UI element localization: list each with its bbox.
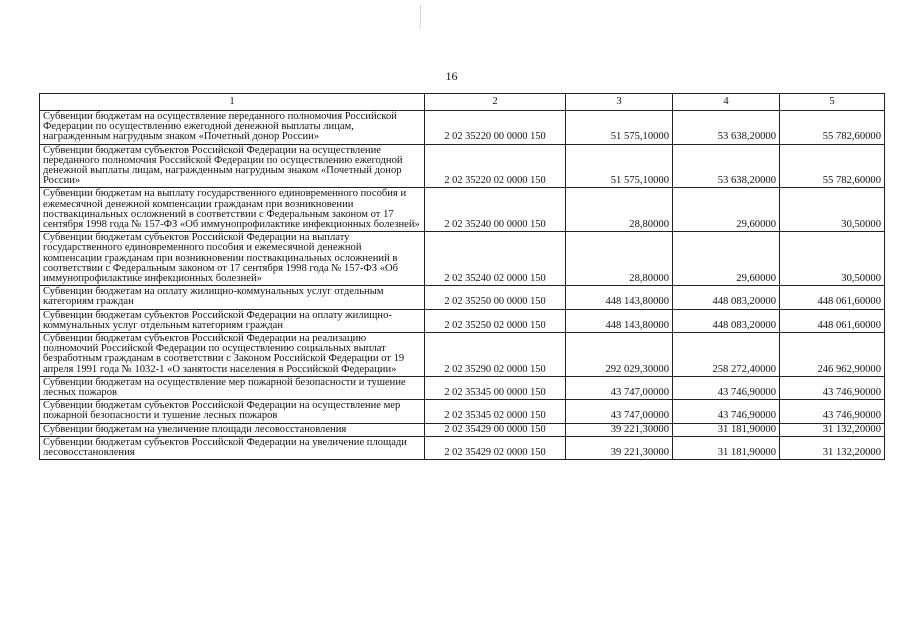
row-value-col4: 43 746,90000	[673, 376, 780, 399]
row-value-col5: 30,50000	[780, 232, 885, 286]
row-value-col3: 448 143,80000	[566, 286, 673, 309]
row-value-col4: 43 746,90000	[673, 400, 780, 423]
row-value-col5: 246 962,90000	[780, 333, 885, 377]
row-budget-code: 2 02 35429 02 0000 150	[425, 436, 566, 459]
row-value-col5: 55 782,60000	[780, 111, 885, 145]
row-description: Субвенции бюджетам на выплату государственного единовременного пособия и ежемесячной денежной компенсации гражданам при возникновении поствакцинальных осложнений в соответствии с Федеральным законом от 17 сентября 1998 года № 157-ФЗ «Об иммунопрофилактике инфекционных болезней»	[40, 188, 425, 232]
row-value-col5: 43 746,90000	[780, 376, 885, 399]
header-cell-2: 2	[425, 94, 566, 111]
row-value-col5: 31 132,20000	[780, 436, 885, 459]
table-row	[40, 423, 885, 436]
row-description: Субвенции бюджетам субъектов Российской Федерации на осуществление переданного полномочия Российской Федерации по осуществлению ежегодной денежной выплаты лицам, награжденным нагрудным знаком «Почетный донор России»	[40, 144, 425, 188]
row-value-col4: 448 083,20000	[673, 309, 780, 332]
row-budget-code: 2 02 35250 02 0000 150	[425, 309, 566, 332]
table-row	[40, 333, 885, 377]
row-value-col4: 53 638,20000	[673, 144, 780, 188]
row-value-col5: 448 061,60000	[780, 309, 885, 332]
row-description: Субвенции бюджетам субъектов Российской Федерации на оплату жилищно-коммунальных услуг отдельным категориям граждан	[40, 309, 425, 332]
row-budget-code: 2 02 35429 00 0000 150	[425, 423, 566, 436]
row-value-col3: 39 221,30000	[566, 436, 673, 459]
table-row	[40, 232, 885, 286]
row-value-col3: 448 143,80000	[566, 309, 673, 332]
row-value-col5: 31 132,20000	[780, 423, 885, 436]
row-budget-code: 2 02 35345 02 0000 150	[425, 400, 566, 423]
page-number: 16	[445, 69, 458, 83]
table-row	[40, 436, 885, 459]
row-value-col3: 43 747,00000	[566, 376, 673, 399]
row-value-col3: 39 221,30000	[566, 423, 673, 436]
row-value-col3: 28,80000	[566, 188, 673, 232]
row-value-col5: 30,50000	[780, 188, 885, 232]
row-description: Субвенции бюджетам на увеличение площади лесовосстановления	[40, 423, 425, 436]
row-budget-code: 2 02 35240 00 0000 150	[425, 188, 566, 232]
row-budget-code: 2 02 35220 00 0000 150	[425, 111, 566, 145]
row-budget-code: 2 02 35290 02 0000 150	[425, 333, 566, 377]
row-budget-code: 2 02 35220 02 0000 150	[425, 144, 566, 188]
row-value-col5: 55 782,60000	[780, 144, 885, 188]
table-row	[40, 309, 885, 332]
header-cell-1: 1	[40, 94, 425, 111]
row-description: Субвенции бюджетам субъектов Российской Федерации на выплату государственного единовременного пособия и ежемесячной денежной компенсации гражданам при возникновении поствакцинальных осложнений в соответствии с Федеральным законом от 17 сентября 1998 года № 157-ФЗ «Об иммунопрофилактике инфекционных болезней»	[40, 232, 425, 286]
row-value-col3: 292 029,30000	[566, 333, 673, 377]
row-value-col3: 51 575,10000	[566, 144, 673, 188]
row-value-col4: 31 181,90000	[673, 423, 780, 436]
row-value-col4: 258 272,40000	[673, 333, 780, 377]
row-budget-code: 2 02 35240 02 0000 150	[425, 232, 566, 286]
row-budget-code: 2 02 35250 00 0000 150	[425, 286, 566, 309]
header-cell-3: 3	[566, 94, 673, 111]
table-row	[40, 376, 885, 399]
scan-mark	[420, 6, 422, 28]
row-value-col5: 448 061,60000	[780, 286, 885, 309]
row-description: Субвенции бюджетам субъектов Российской Федерации на осуществление мер пожарной безопасности и тушение лесных пожаров	[40, 400, 425, 423]
table-row	[40, 111, 885, 145]
row-value-col3: 51 575,10000	[566, 111, 673, 145]
row-value-col4: 53 638,20000	[673, 111, 780, 145]
row-description: Субвенции бюджетам субъектов Российской Федерации на увеличение площади лесовосстановления	[40, 436, 425, 459]
row-description: Субвенции бюджетам субъектов Российской Федерации на реализацию полномочий Российской Федерации по осуществлению социальных выплат безработным гражданам в соответствии с Законом Российской Федерации от 19 апреля 1991 года № 1032-1 «О занятости населения в Российской Федерации»	[40, 333, 425, 377]
row-value-col4: 29,60000	[673, 232, 780, 286]
header-cell-5: 5	[780, 94, 885, 111]
table-row	[40, 286, 885, 309]
table-row	[40, 188, 885, 232]
row-value-col3: 43 747,00000	[566, 400, 673, 423]
header-cell-4: 4	[673, 94, 780, 111]
table-header-row	[40, 94, 885, 111]
row-value-col4: 448 083,20000	[673, 286, 780, 309]
row-value-col3: 28,80000	[566, 232, 673, 286]
table-row	[40, 400, 885, 423]
row-value-col4: 31 181,90000	[673, 436, 780, 459]
row-description: Субвенции бюджетам на оплату жилищно-коммунальных услуг отдельным категориям граждан	[40, 286, 425, 309]
row-description: Субвенции бюджетам на осуществление мер пожарной безопасности и тушение лесных пожаров	[40, 376, 425, 399]
row-value-col4: 29,60000	[673, 188, 780, 232]
row-description: Субвенции бюджетам на осуществление переданного полномочия Российской Федерации по осуществлению ежегодной денежной выплаты лицам, награжденным нагрудным знаком «Почетный донор России»	[40, 111, 425, 145]
row-value-col5: 43 746,90000	[780, 400, 885, 423]
row-budget-code: 2 02 35345 00 0000 150	[425, 376, 566, 399]
budget-table	[39, 93, 885, 460]
table-row	[40, 144, 885, 188]
